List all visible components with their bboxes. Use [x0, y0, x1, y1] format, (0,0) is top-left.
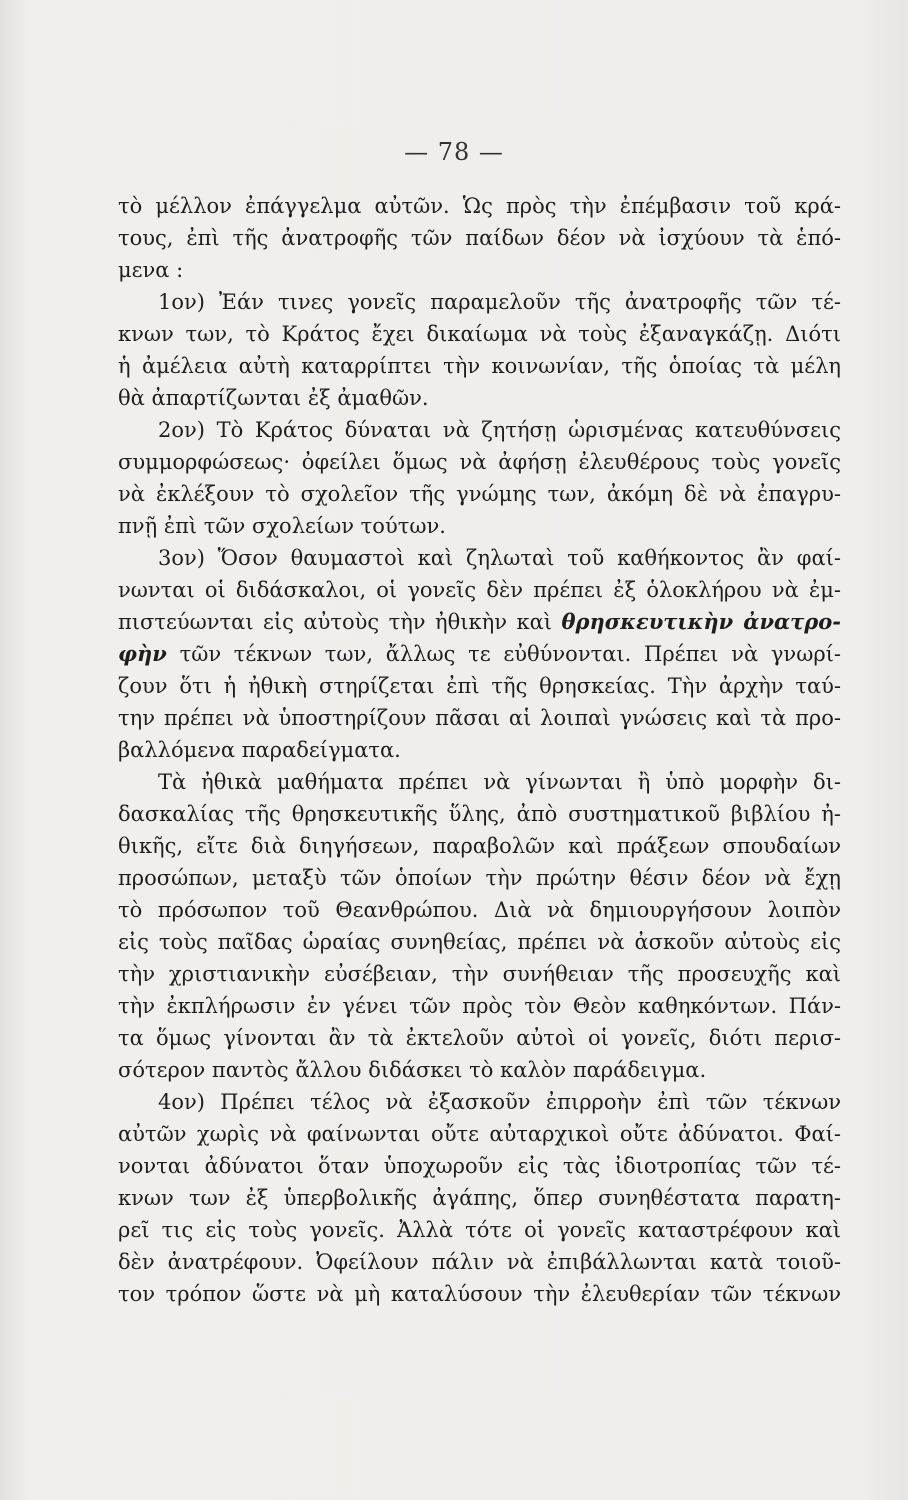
- text-line: [118, 670, 841, 702]
- line-text: τὴν χριστιανικὴν εὐσέβειαν, τὴν συνήθειαν τῆς προσευχῆς καὶ: [118, 962, 841, 986]
- text-line: [118, 1054, 841, 1086]
- text-line: [118, 734, 841, 766]
- text-line: [118, 606, 841, 638]
- page-number: — 78 —: [404, 138, 504, 166]
- text-line: [118, 318, 841, 350]
- text-line: [118, 894, 841, 926]
- line-text: πιστεύωνται εἰς αὐτοὺς τὴν ἠθικὴν καὶ: [118, 610, 562, 634]
- line-text: ρεῖ τις εἰς τοὺς γονεῖς. Ἀλλὰ τότε οἱ γονεῖς καταστρέφουν καὶ: [118, 1218, 841, 1242]
- text-line: [118, 1150, 841, 1182]
- text-line: [118, 478, 841, 510]
- text-line: [118, 766, 841, 798]
- text-line: [118, 1022, 841, 1054]
- text-line: [118, 830, 841, 862]
- line-text: ἡ ἀμέλεια αὐτὴ καταρρίπτει τὴν κοινωνίαν, τῆς ὁποίας τὰ μέλη: [118, 354, 841, 378]
- line-text: σότερον παντὸς ἄλλου διδάσκει τὸ καλὸν παράδειγμα.: [118, 1058, 707, 1082]
- line-text: νονται ἀδύνατοι ὅταν ὑποχωροῦν εἰς τὰς ἰδιοτροπίας τῶν τέ-: [118, 1154, 841, 1178]
- line-text: ζουν ὅτι ἡ ἠθικὴ στηρίζεται ἐπὶ τῆς θρησκείας. Τὴν ἀρχὴν ταύ-: [118, 674, 841, 698]
- line-text: τὴν ἐκπλήρωσιν ἐν γένει τῶν πρὸς τὸν Θεὸν καθηκόντων. Πάν-: [118, 994, 841, 1018]
- line-text: εἰς τοὺς παῖδας ὡραίας συνηθείας, πρέπει νὰ ἀσκοῦν αὐτοὺς εἰς: [118, 930, 841, 954]
- text-line: [118, 702, 841, 734]
- line-text: κνων των ἐξ ὑπερβολικῆς ἀγάπης, ὅπερ συνηθέστατα παρατη-: [118, 1186, 841, 1210]
- line-text: θὰ ἀπαρτίζωνται ἐξ ἀμαθῶν.: [118, 386, 429, 410]
- line-text: Τὰ ἠθικὰ μαθήματα πρέπει νὰ γίνωνται ἢ ὑπὸ μορφὴν δι-: [158, 770, 841, 794]
- line-text: τὸ πρόσωπον τοῦ Θεανθρώπου. Διὰ νὰ δημιουργήσουν λοιπὸν: [118, 898, 841, 922]
- text-line: [118, 990, 841, 1022]
- line-text: μενα :: [118, 258, 184, 282]
- text-line: [118, 382, 841, 414]
- text-line: [118, 254, 841, 286]
- line-text: νωνται οἱ διδάσκαλοι, οἱ γονεῖς δὲν πρέπει ἐξ ὁλοκλήρου νὰ ἐμ-: [118, 578, 841, 602]
- text-line: [118, 574, 841, 606]
- line-text: θικῆς, εἴτε διὰ διηγήσεων, παραβολῶν καὶ πράξεων σπουδαίων: [118, 834, 841, 858]
- emphasized-text: θρησκευτικὴν ἀνατρο-: [561, 609, 841, 634]
- emphasized-text: φὴν: [118, 641, 167, 666]
- line-text: προσώπων, μεταξὺ τῶν ὁποίων τὴν πρώτην θέσιν δέον νὰ ἔχῃ: [118, 866, 841, 890]
- text-line: [118, 286, 841, 318]
- text-line: [118, 446, 841, 478]
- text-line: [118, 862, 841, 894]
- line-text: τὸ μέλλον ἐπάγγελμα αὐτῶν. Ὡς πρὸς τὴν ἐπέμβασιν τοῦ κρά-: [118, 194, 841, 218]
- text-line: [118, 798, 841, 830]
- line-text: τον τρόπον ὥστε νὰ μὴ καταλύσουν τὴν ἐλευθερίαν τῶν τέκνων: [118, 1282, 841, 1306]
- line-text: τα ὅμως γίνονται ἂν τὰ ἐκτελοῦν αὐτοὶ οἱ γονεῖς, διότι περισ-: [118, 1026, 841, 1050]
- text-line: [118, 1118, 841, 1150]
- line-text: δασκαλίας τῆς θρησκευτικῆς ὕλης, ἀπὸ συστηματικοῦ βιβλίου ἠ-: [118, 802, 841, 826]
- line-text: την πρέπει νὰ ὑποστηρίζουν πᾶσαι αἱ λοιπαὶ γνώσεις καὶ τὰ προ-: [118, 706, 841, 730]
- text-line: [118, 190, 841, 222]
- text-line: [118, 542, 841, 574]
- text-line: [118, 350, 841, 382]
- text-line: [118, 638, 841, 670]
- text-line: [118, 1214, 841, 1246]
- line-text: τους, ἐπὶ τῆς ἀνατροφῆς τῶν παίδων δέον νὰ ἰσχύουν τὰ ἑπό-: [118, 226, 841, 250]
- text-line: [118, 222, 841, 254]
- line-text: νὰ ἐκλέξουν τὸ σχολεῖον τῆς γνώμης των, ἀκόμη δὲ νὰ ἐπαγρυ-: [118, 482, 841, 506]
- line-text: δὲν ἀνατρέφουν. Ὀφείλουν πάλιν νὰ ἐπιβάλλωνται κατὰ τοιοῦ-: [118, 1250, 841, 1274]
- line-text: 1ον) Ἐάν τινες γονεῖς παραμελοῦν τῆς ἀνατροφῆς τῶν τέ-: [158, 290, 841, 314]
- text-line: [118, 1278, 841, 1310]
- line-text-after: τῶν τέκνων των, ἄλλως τε εὐθύνονται. Πρέπει νὰ γνωρί-: [166, 642, 841, 666]
- line-text: πνῇ ἐπὶ τῶν σχολείων τούτων.: [118, 514, 446, 538]
- text-line: [118, 510, 841, 542]
- line-text: βαλλόμενα παραδείγματα.: [118, 738, 401, 762]
- text-body: [118, 190, 841, 1310]
- line-text: 4ον) Πρέπει τέλος νὰ ἐξασκοῦν ἐπιρροὴν ἐπὶ τῶν τέκνων: [158, 1090, 841, 1114]
- text-line: [118, 414, 841, 446]
- line-text: κνων των, τὸ Κράτος ἔχει δικαίωμα νὰ τοὺς ἐξαναγκάζῃ. Διότι: [118, 322, 841, 346]
- line-text: 2ον) Τὸ Κράτος δύναται νὰ ζητήσῃ ὡρισμένας κατευθύνσεις: [158, 418, 841, 442]
- text-line: [118, 958, 841, 990]
- text-line: [118, 1086, 841, 1118]
- line-text: αὐτῶν χωρὶς νὰ φαίνωνται οὔτε αὐταρχικοὶ οὔτε ἀδύνατοι. Φαί-: [118, 1122, 841, 1146]
- line-text: 3ον) Ὅσον θαυμαστοὶ καὶ ζηλωταὶ τοῦ καθήκοντος ἂν φαί-: [158, 546, 841, 570]
- line-text: συμμορφώσεως· ὀφείλει ὅμως νὰ ἀφήσῃ ἐλευθέρους τοὺς γονεῖς: [118, 450, 841, 474]
- text-line: [118, 1246, 841, 1278]
- text-line: [118, 926, 841, 958]
- text-line: [118, 1182, 841, 1214]
